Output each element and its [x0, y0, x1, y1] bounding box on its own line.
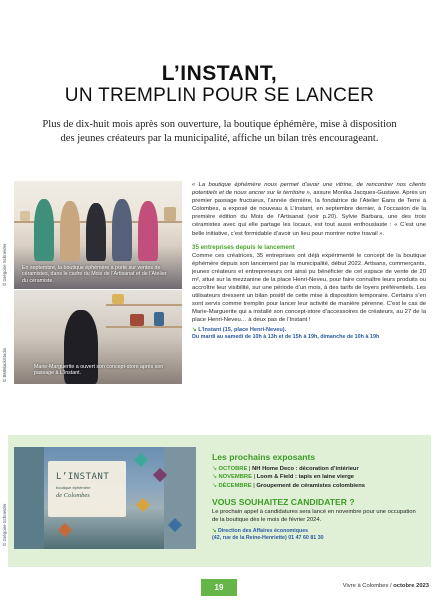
arrow-icon: ↘ — [212, 482, 217, 489]
sign-subtitle: boutique éphémère — [56, 485, 91, 490]
person — [112, 199, 132, 261]
article-title — [0, 62, 439, 106]
arrow-icon: ↘ — [212, 466, 217, 472]
photo-ceramists — [14, 181, 182, 289]
person — [86, 203, 106, 261]
footer-magazine — [343, 583, 429, 589]
exposant-month: DÉCEMBRE — [218, 482, 252, 489]
exposant-row — [212, 465, 422, 473]
magazine-name: Vivre à Colombes — [342, 583, 389, 589]
ceramic-piece — [20, 211, 30, 221]
page-footer — [0, 575, 439, 600]
exposant-month: NOVEMBRE — [218, 474, 252, 481]
article-body — [192, 181, 426, 341]
storefront-sign — [48, 461, 126, 517]
footer-separator: / — [388, 583, 394, 589]
exposant-name: NH Home Deco : décoration d’intérieur — [252, 466, 359, 472]
quote: « La boutique éphémère nous permet d’avoir une vitrine, de rencontrer nos clients potentiels et de nous ancrer sur le territoire » — [192, 182, 426, 197]
photo1-credit: © Grégoire Schneider — [2, 243, 7, 286]
intro-text: Plus de dix-huit mois après son ouverture, la boutique éphémère, mise à disposition des jeunes créateurs par la municipalité, affiche un bilan très encourageant. — [42, 119, 397, 144]
exposant-separator: | — [251, 474, 257, 481]
exposant-name: Loom & Field : tapis en laine vierge — [256, 474, 354, 481]
footer-left — [0, 579, 201, 596]
candidature-title: VOUS SOUHAITEZ CANDIDATER ? — [212, 497, 355, 508]
paragraph-1 — [192, 181, 426, 238]
page-number: 19 — [201, 579, 237, 596]
sign-city: de Colombes — [56, 492, 90, 499]
title-line-2: UN TREMPLIN POUR SE LANCER — [64, 85, 375, 106]
arrow-icon: ↘ — [192, 326, 197, 333]
candidature-contact — [212, 528, 422, 542]
contact-line-2: (42, rue de la Reine-Henriette) 01 47 60 81 30 — [212, 534, 324, 541]
info-hours: Du mardi au samedi de 10h à 13h et de 15h à 19h, dimanche de 10h à 19h — [192, 333, 380, 340]
product — [154, 312, 164, 326]
info-address — [192, 327, 426, 334]
person — [34, 199, 54, 261]
exposant-separator: | — [251, 482, 257, 489]
exposants-section — [212, 452, 422, 542]
product — [112, 294, 124, 304]
photo1-caption: En septembre, la boutique éphémère a porté sur ventes de céramistes, dans le cadre du Mois de l’Artisanat et de l’Atelier du céramiste. — [22, 265, 167, 284]
paragraph-1-text: , assure Monika Jacques-Gustave. Après un premier passage fructueux, l’année dernière, la fondatrice de l’Atelier Éans de Terre à Colombes, a exposé de nouveau à L’Instant, en septembre dernier, à l’occasion de la première édition du Mois de l’Artisanat (voir p.20). Sylvie Barbara, une des trois céramistes avec qui elle partage les locaux, est tout aussi enthousiaste : « C’est une belle initiative, c’est formidable d’avoir un lieu pour montrer notre travail ». — [192, 190, 426, 237]
candidature-text: Le prochain appel à candidatures sera lancé en novembre pour une occupation de la boutique dès le mois de février 2024. — [212, 509, 416, 524]
shelf — [106, 304, 182, 306]
issue-date: octobre 2023 — [393, 583, 429, 589]
sign-title: L’INSTANT — [56, 472, 110, 482]
contact-line-1 — [212, 528, 422, 535]
shelf — [106, 326, 182, 328]
building — [14, 447, 44, 549]
product — [130, 314, 144, 326]
person — [60, 201, 80, 261]
title-line-1: L’INSTANT, — [161, 62, 278, 85]
info-address-text: L’Instant (15, place Henri-Neveu). — [198, 326, 287, 333]
arrow-icon: ↘ — [212, 527, 217, 534]
photo2-credit: © BMBlackStudio — [2, 347, 7, 382]
building — [164, 447, 196, 549]
person — [138, 201, 158, 261]
photo3-credit: © Grégoire Schneider — [2, 503, 7, 546]
exposant-row — [212, 473, 422, 481]
exposant-separator: | — [247, 466, 253, 472]
subheading: 35 entreprises depuis le lancement — [192, 243, 295, 251]
exposant-month: OCTOBRE — [218, 466, 248, 472]
photo2-caption: Marie-Marguerite a ouvert son concept-store après son passage à L’Instant. — [34, 364, 164, 377]
exposants-title: Les prochains exposants — [212, 452, 316, 462]
arrow-icon: ↘ — [212, 474, 217, 481]
photo-concept-store — [14, 290, 182, 384]
ceramic-piece — [164, 207, 176, 221]
exposants-list — [212, 465, 422, 490]
paragraph-2: Comme ces créatrices, 35 entreprises ont déjà expérimenté le concept de la boutique éphémère depuis son lancement par la municipalité, début 2022. Artisans, commerçants, jeunes créateurs et entrepreneurs ont ainsi pu bénéficier de cet espace de vente de 20 m², situé sur la mezzanine de la place Henri-Neveu, pour faire connaître leurs produits ou accroître leur visibilité, sur une période d’un mois, à des tarifs de loyers préférentiels. Les utilisateurs dressent un bilan positif de cette mise à disposition temporaire. Certains s’en sont servis comme tremplin pour lancer leur activité de manière pérenne. C’est le cas de Marie-Marguerite qui a installé son concept-store d’accessoires de créateurs, au 27 de la place Henri-Neveu… à deux pas de l’Instant ! — [192, 252, 426, 324]
contact-name: Direction des Affaires économiques — [217, 527, 309, 534]
exposant-row — [212, 482, 422, 490]
exposant-name: Groupement de céramistes colombiens — [256, 482, 365, 489]
